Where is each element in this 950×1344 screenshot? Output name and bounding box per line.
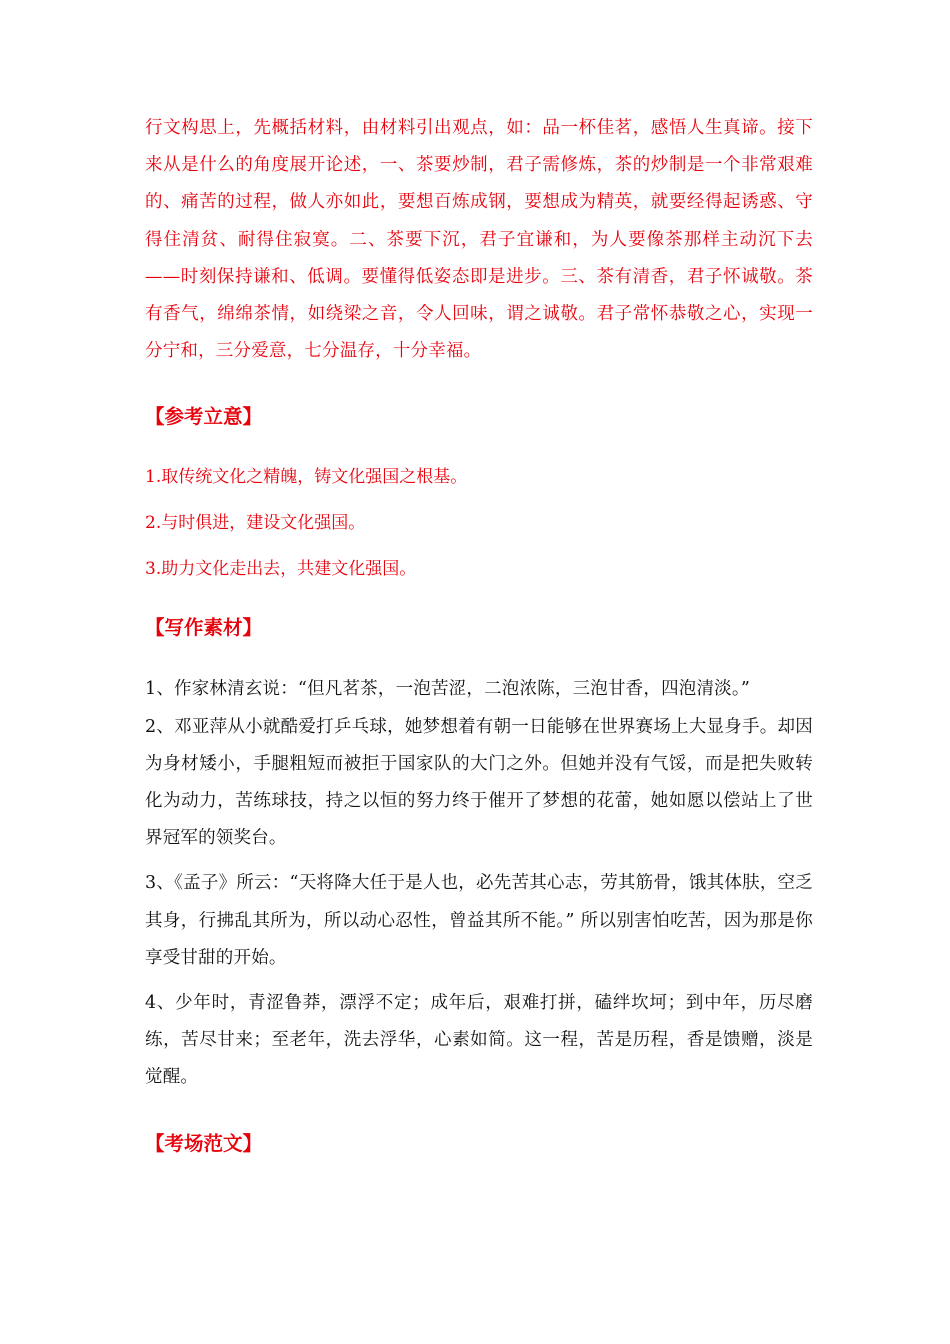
reference-theme-list [145,465,813,581]
reference-theme-item-2: 2.与时俱进，建设文化强国。 [145,513,366,534]
page-content [145,110,813,1158]
writing-material-heading: 【写作素材】 [145,616,263,640]
reference-theme-item-3: 3.助力文化走出去，共建文化强国。 [145,559,417,580]
writing-material-item-2: 2、邓亚萍从小就酷爱打乒乓球，她梦想着有朝一日能够在世界赛场上大显身手。却因为身材矮小，手腿粗短而被拒于国家队的大门之外。但她并没有气馁，而是把失败转化为动力，苦练球技，持之以恒的努力终于催开了梦想的花蕾，她如愿以偿站上了世界冠军的领奖台。 [145,716,813,849]
writing-material-item-1: 1、作家林清玄说：“但凡茗茶，一泡苦涩，二泡浓陈，三泡甘香，四泡清淡。” [145,679,750,700]
writing-material-item-4: 4、少年时，青涩鲁莽，漂浮不定；成年后，艰难打拼，磕绊坎坷；到中年，历尽磨练，苦尽甘来；至老年，洗去浮华，心素如简。这一程，苦是历程，香是馈赠，淡是觉醒。 [145,993,813,1088]
model-essay-heading: 【考场范文】 [145,1131,263,1155]
intro-paragraph: 行文构思上，先概括材料，由材料引出观点，如：品一杯佳茗，感悟人生真谛。接下来从是什么的角度展开论述，一、茶要炒制，君子需修炼，茶的炒制是一个非常艰难的、痛苦的过程，做人亦如此，要想百炼成钢，要想成为精英，就要经得起诱惑、守得住清贫、耐得住寂寞。二、茶要下沉，君子宜谦和，为人要像茶那样主动沉下去——时刻保持谦和、低调。要懂得低姿态即是进步。三、茶有清香，君子怀诚敬。茶有香气，绵绵茶情，如绕梁之音，令人回味，谓之诚敬。君子常怀恭敬之心，实现一分宁和，三分爱意，七分温存，十分幸福。 [145,118,813,362]
reference-theme-heading: 【参考立意】 [145,405,263,429]
writing-material-item-3: 3、《孟子》所云：“天将降大任于是人也，必先苦其心志，劳其筋骨，饿其体肤，空乏其身，行拂乱其所为，所以动心忍性，曾益其所不能。” 所以别害怕吃苦，因为那是你享受甘甜的开始。 [145,873,813,968]
reference-theme-item-1: 1.取传统文化之精魄，铸文化强国之根基。 [145,467,468,488]
